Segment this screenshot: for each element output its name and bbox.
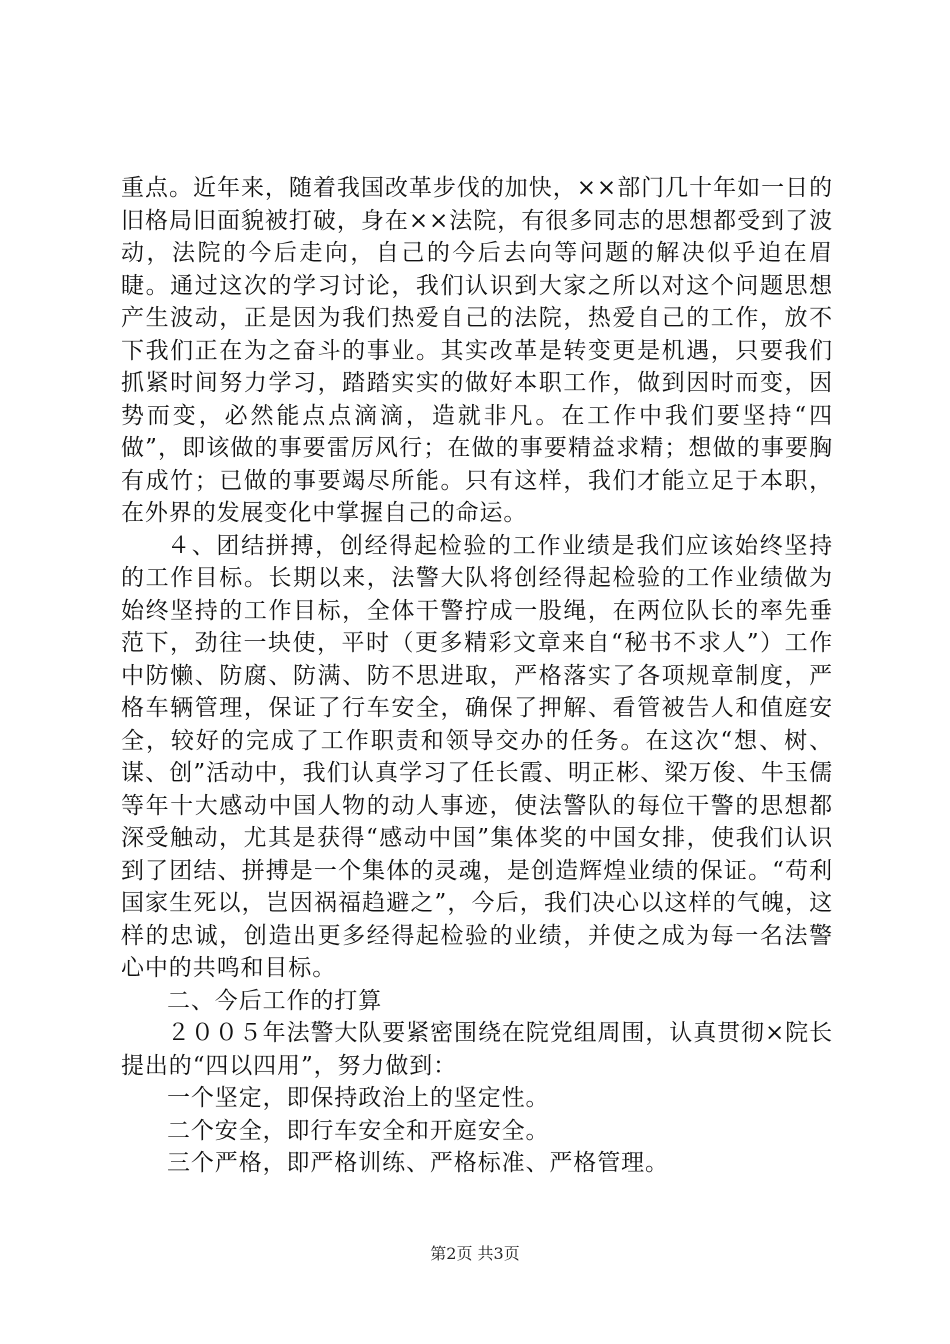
list-item-one-firm: 一个坚定，即保持政治上的坚定性。	[167, 1085, 550, 1111]
page-number-footer: 第2页 共3页	[430, 1244, 520, 1263]
paragraph-2005-plan: ２００５年法警大队要紧密围绕在院党组周围，认真贯彻×院长提出的“四以四用”，努力做到：	[121, 1020, 833, 1079]
list-item-three-strict: 三个严格，即严格训练、严格标准、严格管理。	[167, 1150, 669, 1176]
list-item-two-safety: 二个安全，即行车安全和开庭安全。	[167, 1117, 550, 1144]
section-heading-future-plans: 二、今后工作的打算	[167, 987, 383, 1014]
body-text	[121, 172, 833, 1180]
paragraph-continued: 重点。近年来，随着我国改革步伐的加快，××部门几十年如一日的旧格局旧面貌被打破，身在××法院，有很多同志的思想都受到了波动，法院的今后走向，自己的今后去向等问题的解决似乎迫在眉睫。通过这次的学习讨论，我们认识到大家之所以对这个问题思想产生波动，正是因为我们热爱自己的法院，热爱自己的工作，放不下我们正在为之奋斗的事业。其实改革是转变更是机遇，只要我们抓紧时间努力学习，踏踏实实的做好本职工作，做到因时而变，因势而变，必然能点点滴滴，造就非凡。在工作中我们要坚持“四做”，即该做的事要雷厉风行；在做的事要精益求精；想做的事要胸有成竹；已做的事要竭尽所能。只有这样，我们才能立足于本职，在外界的发展变化中掌握自己的命运。	[121, 175, 833, 526]
paragraph-item-4: ４、团结拼搏，创经得起检验的工作业绩是我们应该始终坚持的工作目标。长期以来，法警大队将创经得起检验的工作业绩做为始终坚持的工作目标，全体干警拧成一股绳，在两位队长的率先垂范下，劲往一块使，平时（更多精彩文章来自“秘书不求人”）工作中防懒、防腐、防满、防不思进取，严格落实了各项规章制度，严格车辆管理，保证了行车安全，确保了押解、看管被告人和值庭安全，较好的完成了工作职责和领导交办的任务。在这次“想、树、谋、创”活动中，我们认真学习了任长霞、明正彬、梁万俊、牛玉儒等年十大感动中国人物的动人事迹，使法警队的每位干警的思想都深受触动，尤其是获得“感动中国”集体奖的中国女排，使我们认识到了团结、拼搏是一个集体的灵魂，是创造辉煌业绩的保证。“苟利国家生死以，岂因祸福趋避之”，今后，我们决心以这样的气魄，这样的忠诚，创造出更多经得起检验的业绩，并使之成为每一名法警心中的共鸣和目标。	[121, 532, 833, 981]
